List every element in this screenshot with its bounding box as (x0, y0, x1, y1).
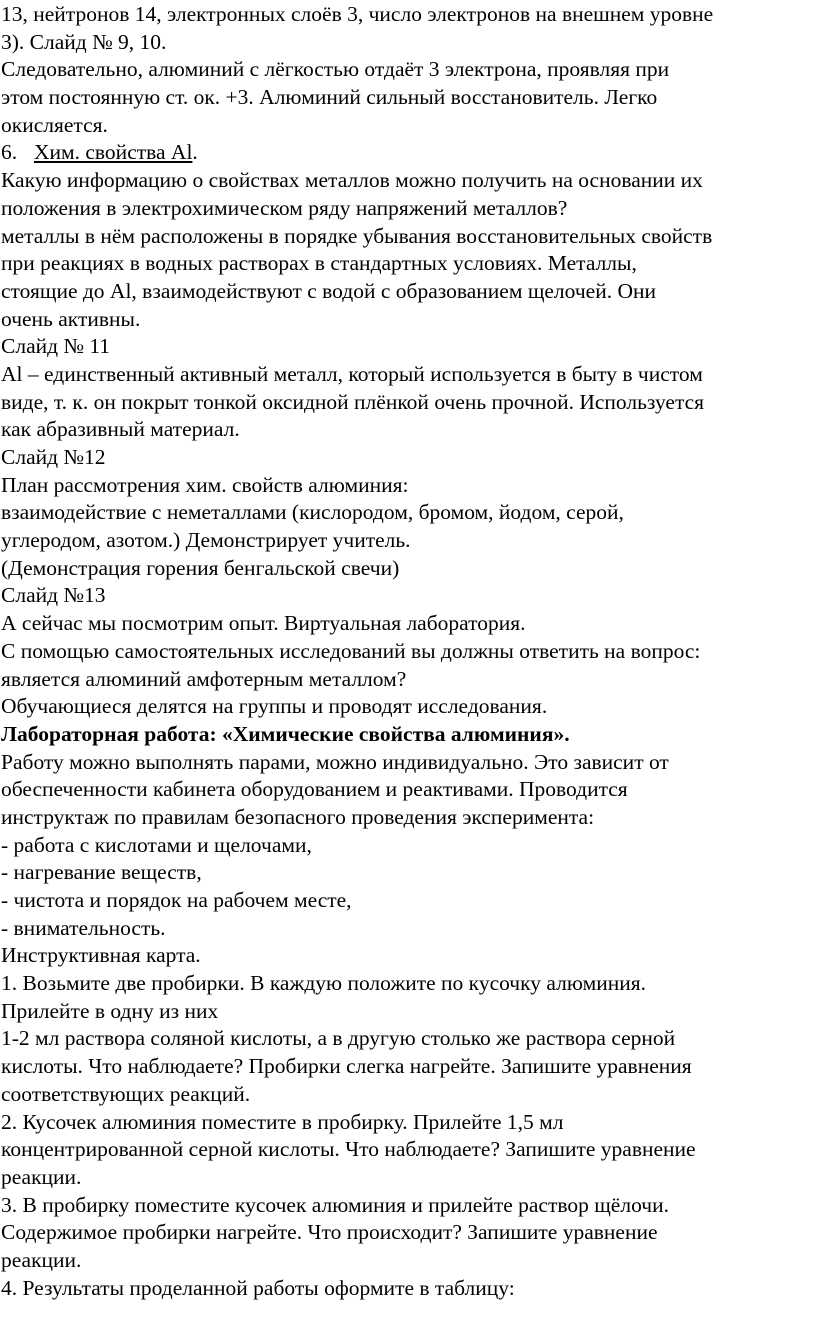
text-line: металлы в нём расположены в порядке убывания восстановительных свойств (1, 223, 713, 248)
text-line: этом постоянную ст. ок. +3. Алюминий сильный восстановитель. Легко (1, 85, 658, 110)
text-line: 1-2 мл раствора соляной кислоты, а в другую столько же раствора серной (1, 1026, 676, 1051)
text-line: реакции. (1, 1247, 82, 1272)
text-line: 4. Результаты проделанной работы оформите в таблицу: (1, 1275, 515, 1300)
text-line: Какую информацию о свойствах металлов можно получить на основании их (1, 168, 703, 193)
lab-work-title: Лабораторная работа: «Химические свойства алюминия». (1, 721, 570, 746)
text-line: соответствующих реакций. (1, 1081, 251, 1106)
text-line: 3. В пробирку поместите кусочек алюминия и прилейте раствор щёлочи. (1, 1192, 669, 1217)
text-line: виде, т. к. он покрыт тонкой оксидной плёнкой очень прочной. Используется (1, 389, 705, 414)
section-title-trail: . (192, 140, 198, 165)
slide-label: Слайд №12 (1, 445, 106, 469)
text-line: Al – единственный активный металл, который используется в быту в чистом (1, 361, 703, 386)
text-line: инструктаж по правилам безопасного проведения эксперимента: (1, 804, 595, 829)
text-line: План рассмотрения хим. свойств алюминия: (1, 472, 409, 497)
text-line: Обучающиеся делятся на группы и проводят исследования. (1, 694, 548, 719)
list-item: - чистота и порядок на рабочем месте, (1, 888, 352, 912)
document-body (1, 1, 813, 1302)
slide-label: Слайд № 11 (1, 334, 111, 359)
text-line: обеспеченности кабинета оборудованием и реактивами. Проводится (1, 777, 628, 802)
text-line: при реакциях в водных растворах в стандартных условиях. Металлы, (1, 251, 637, 276)
text-line: 3). Слайд № 9, 10. (1, 29, 167, 54)
text-line: Инструктивная карта. (1, 943, 201, 968)
list-item: - работа с кислотами и щелочами, (1, 832, 312, 857)
text-line: углеродом, азотом.) Демонстрирует учитель. (1, 528, 411, 553)
slide-label: Слайд №13 (1, 583, 106, 608)
text-line: является алюминий амфотерным металлом? (1, 666, 407, 691)
text-line: А сейчас мы посмотрим опыт. Виртуальная лаборатория. (1, 611, 526, 636)
text-line: 1. Возьмите две пробирки. В каждую положите по кусочку алюминия. (1, 971, 647, 996)
text-line: окисляется. (1, 112, 108, 137)
list-item: - нагревание веществ, (1, 860, 202, 885)
text-line: очень активны. (1, 306, 141, 331)
text-line: (Демонстрация горения бенгальской свечи) (1, 555, 400, 580)
text-line: 2. Кусочек алюминия поместите в пробирку. Прилейте 1,5 мл (1, 1109, 564, 1134)
section-title: Хим. свойства Al (34, 140, 193, 165)
text-line: реакции. (1, 1164, 82, 1189)
text-line: Следовательно, алюминий с лёгкостью отдаёт 3 электрона, проявляя при (1, 57, 670, 82)
section-number: 6. (1, 140, 18, 165)
text-line: стоящие до Al, взаимодействуют с водой с образованием щелочей. Они (1, 278, 657, 303)
text-line: 13, нейтронов 14, электронных слоёв 3, число электронов на внешнем уровне (1, 2, 714, 26)
text-line: концентрированной серной кислоты. Что наблюдаете? Запишите уравнение (1, 1137, 696, 1162)
text-line: положения в электрохимическом ряду напряжений металлов? (1, 195, 568, 220)
text-line: Прилейте в одну из них (1, 998, 219, 1023)
text-line: Содержимое пробирки нагрейте. Что происходит? Запишите уравнение (1, 1220, 658, 1245)
list-item: - внимательность. (1, 915, 166, 940)
section-heading-6 (1, 139, 813, 167)
text-line: как абразивный материал. (1, 417, 240, 442)
text-line: С помощью самостоятельных исследований вы должны ответить на вопрос: (1, 638, 701, 663)
text-line: кислоты. Что наблюдаете? Пробирки слегка нагрейте. Запишите уравнения (1, 1054, 692, 1079)
text-line: Работу можно выполнять парами, можно индивидуально. Это зависит от (1, 749, 669, 774)
text-line: взаимодействие с неметаллами (кислородом, бромом, йодом, серой, (1, 500, 624, 525)
